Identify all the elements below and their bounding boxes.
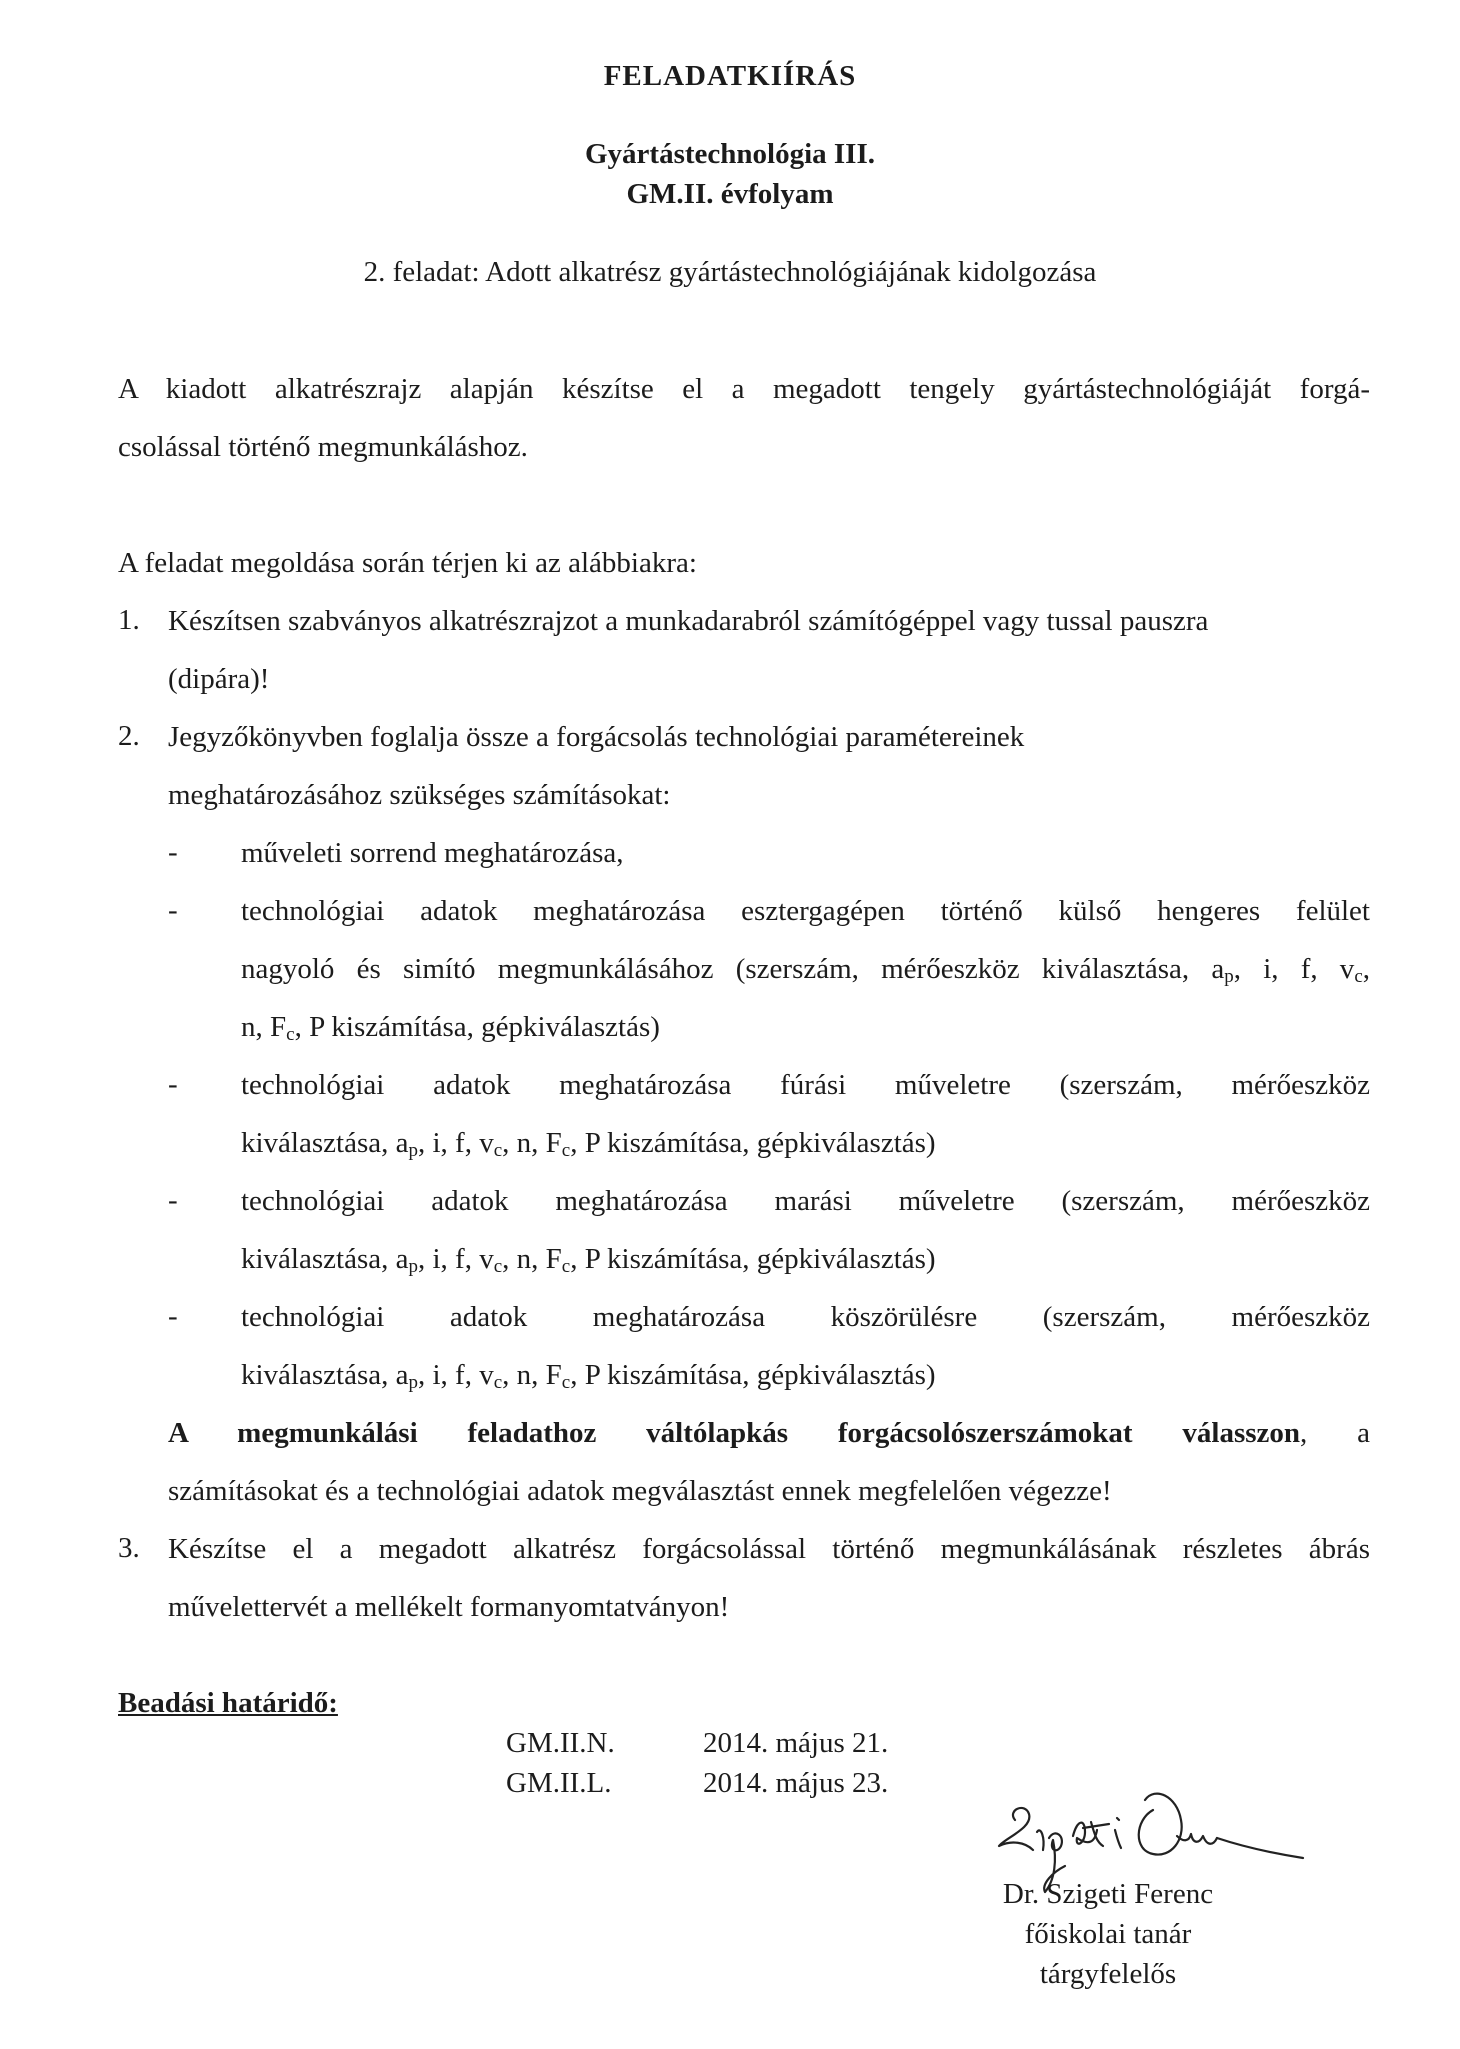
deadline-date-1: 2014. május 21.: [703, 1727, 889, 1759]
dash-5-line-1: technológiai adatok meghatározása köszörülésre (szerszám, mérőeszköz: [241, 1301, 1370, 1333]
item-3-line-2: művelettervét a mellékelt formanyomtatványon!: [168, 1591, 730, 1623]
dash-5-line-2: kiválasztása, $a_p$, i, f, $v_c$, n, $F_c$, P kiszámítása, gépkiválasztás): [241, 1359, 936, 1393]
signer-name: Dr. Szigeti Ferenc: [1002, 1878, 1214, 1910]
course-name: Gyártástechnológia III.: [585, 138, 875, 170]
document-title: FELADATKIÍRÁS: [603, 60, 857, 92]
item-2-number: 2.: [118, 720, 140, 752]
deadline-group-2: GM.II.L.: [506, 1767, 612, 1799]
item-2-line-1: Jegyzőkönyvben foglalja össze a forgácsolás technológiai paramétereinek: [168, 721, 1025, 753]
item-1-number: 1.: [118, 604, 140, 636]
item-3-number: 3.: [118, 1532, 140, 1564]
dash-2-line-3: n, $F_c$, P kiszámítása, gépkiválasztás): [241, 1011, 660, 1045]
dash-3-line-2: kiválasztása, $a_p$, i, f, $v_c$, n, $F_c$, P kiszámítása, gépkiválasztás): [241, 1127, 936, 1161]
dash-5: -: [168, 1300, 178, 1332]
item-2-line-2: meghatározásához szükséges számításokat:: [168, 779, 671, 811]
dash-2: -: [168, 894, 178, 926]
deadline-group-1: GM.II.N.: [506, 1727, 615, 1759]
dash-2-line-2: nagyoló és simító megmunkálásához (szerszám, mérőeszköz kiválasztása, $a_p$, i, f, $v_c$,: [241, 953, 1370, 987]
dash-3-line-1: technológiai adatok meghatározása fúrási műveletre (szerszám, mérőeszköz: [241, 1069, 1370, 1101]
task-title: 2. feladat: Adott alkatrész gyártástechnológiájának kidolgozása: [363, 256, 1097, 288]
dash-1-text: műveleti sorrend meghatározása,: [241, 837, 624, 869]
dash-4-line-2: kiválasztása, $a_p$, i, f, $v_c$, n, $F_c$, P kiszámítása, gépkiválasztás): [241, 1243, 936, 1277]
deadline-label: Beadási határidő:: [118, 1687, 338, 1719]
dash-4: -: [168, 1184, 178, 1216]
dash-3: -: [168, 1068, 178, 1100]
deadline-date-2: 2014. május 23.: [703, 1767, 889, 1799]
year-group: GM.II. évfolyam: [626, 178, 834, 210]
item-1-line-1: Készítsen szabványos alkatrészrajzot a munkadarabról számítógéppel vagy tussal pauszra: [168, 605, 1209, 637]
lead-text: A feladat megoldása során térjen ki az alábbiakra:: [118, 547, 697, 579]
intro-line-2: csolással történő megmunkáláshoz.: [118, 431, 528, 463]
dash-1: -: [168, 836, 178, 868]
item-1-line-2: (dipára)!: [168, 663, 270, 695]
intro-line-1: A kiadott alkatrészrajz alapján készítse el a megadott tengely gyártástechnológiáját forgá-: [118, 373, 1370, 405]
signer-position: tárgyfelelős: [1039, 1958, 1177, 1990]
bold-instruction-line-1: A megmunkálási feladathoz váltólapkás forgácsolószerszámokat válasszon, a: [168, 1417, 1371, 1449]
dash-2-line-1: technológiai adatok meghatározása esztergagépen történő külső hengeres felület: [241, 895, 1370, 927]
item-3-line-1: Készítse el a megadott alkatrész forgácsolással történő megmunkálásának részletes ábrás: [168, 1533, 1370, 1565]
dash-4-line-1: technológiai adatok meghatározása marási műveletre (szerszám, mérőeszköz: [241, 1185, 1370, 1217]
bold-instruction-line-2: számításokat és a technológiai adatok megválasztást ennek megfelelően végezze!: [168, 1475, 1112, 1507]
signer-role: főiskolai tanár: [1024, 1918, 1192, 1950]
